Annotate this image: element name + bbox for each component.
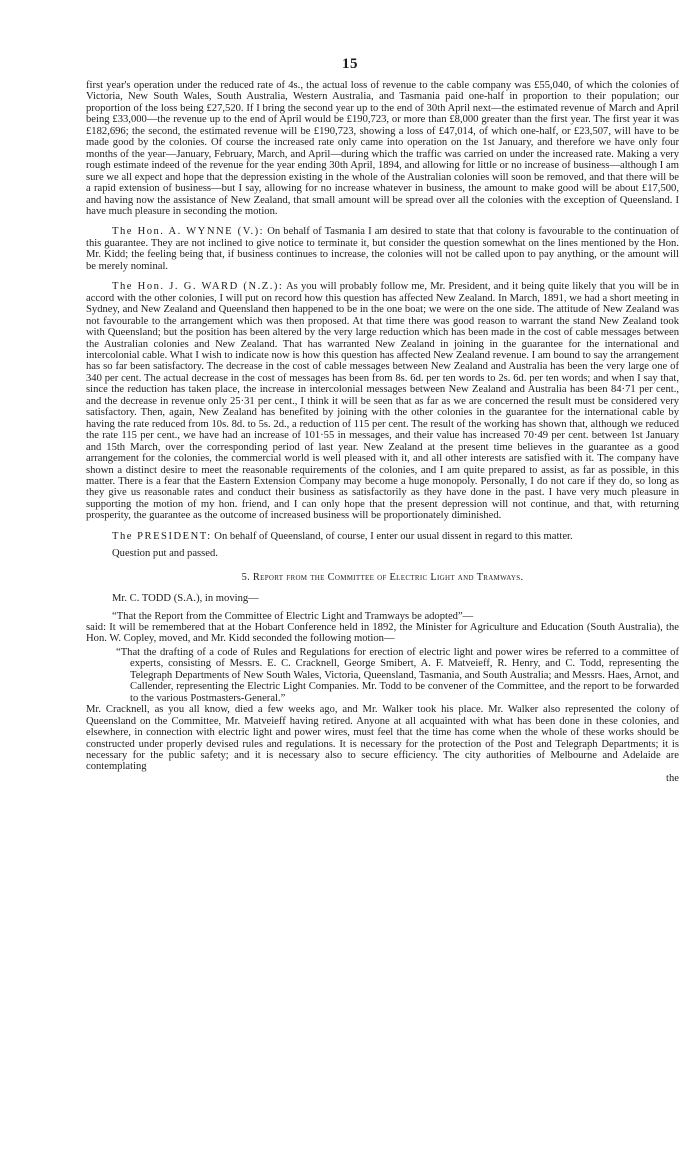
president-lead: On behalf of Queensland, of course, I enter our usual dissent in regard to xyxy=(214,530,523,542)
speaker-president: The PRESIDENT: xyxy=(112,530,212,542)
paragraph-cracknell: Mr. Cracknell, as you all know, died a few weeks ago, and Mr. Walker took his place. Mr. Walker also represented the colony of Queensland on the Committee, Mr. Matveieff having retired. Anyone at all acquainted with what has been done in these colonies, and elsewhere, in connection with electric light and power wires, must feel that the time has come when the whole of these works should be constructed under properly devised rules and regulations. It is necessary for the protection of the Post and Telegraph Departments; it is necessary for the public safety; and it is necessary also to secure efficiency. The city authorities of Melbourne and Adelaide are contemplating xyxy=(86,704,679,773)
catchword: the xyxy=(666,772,679,784)
ward-lead: As you will probably follow me, Mr. President, and it being xyxy=(285,281,545,293)
quote-report-adoption: “That the Report from the Committee of Electric Light and Tramways be adopted”— xyxy=(112,610,474,622)
paragraph-president xyxy=(86,531,679,542)
wynne-lead: On behalf of Tasmania I am desired to state that that colony is xyxy=(267,226,536,238)
ward-body: quite likely that you will be in accord with the other colonies, I will put on record how this question has affected New Zealand. In March, 1891, we had a short meeting in Sydney, and New Zealand and Queensland then happened to be in the one boat; we were on the one side. The attitude of New Zealand was not favourable to the arrangement which was then proposed. At that time there was good reason to warrant the stand New Zealand took with Queensland; but the position has been altered by the very large reduction which has been made in the cost of cable messages between the Australian colonies and New Zealand. That has warranted New Zealand in joining in the guarantee for the international and intercolonial cable. What I wish to indicate now is how this question has affected New Zealand revenue. I am bound to say the arrangement has so far been satisfactory. The decrease in the cost of cable messages between New Zealand and Australia has been the very large one of 340 per cent. The actual decrease in the cost of messages has been from 8s. 6d. per ten words to 2s. 6d. per ten words; and when I say that, since the reduction has taken place, the increase in intercolonial messages between New Zealand and Australia has been 84·71 per cent., and the decrease in revenue only 25·31 per cent., I think it will be seen that as far as we are concerned the result must be considered very satisfactory. Then, again, New Zealand has benefited by joining with the other colonies in the guarantee for the international cable by having the rate reduced from 10s. 8d. to 5s. 2d., a reduction of 115 per cent. The result of the working has shown that, although we reduced the rate 115 per cent., we have had an increase of 101·55 in messages, and their value has increased 70·49 per cent. between 1st January and 15th March, over the corresponding period of last year. New Zealand at the present time believes in the guarantee as a good arrangement for the colonies, the commercial world is well pleased with it, and all other interests are satisfied with it. The company have shown a distinct desire to meet the reasonable requirements of the colonies, and I am quite prepared to assist, as far as possible, in this matter. There is a fear that the Eastern Extension Company may become a huge monopoly. Personally, I do not care if they do, so long as they give us reasonable rates and conduct their business as satisfactorily as they have done in the past. I have very much pleasure in supporting the motion of my hon. friend, and I can only hope that the present depression will not continue, and that, with returning prosperity, the guarantee as the outcome of increased business will be proportionately diminished. xyxy=(86,281,680,522)
paragraph-todd: said: It will be remembered that at the Hobart Conference held in 1892, the Minister for Agriculture and Education (South Australia), the Hon. W. Copley, moved, and Mr. Kidd seconded the following motion— xyxy=(86,622,679,645)
wynne-body: favourable to the continuation of this guarantee. They are not inclined to give notice to terminate it, but consider the question somewhat on the lines mentioned by the Hon. Mr. Kidd; the feeling being that, if business continues to increase, the colonies will not be called upon to pay anything, or the amount will be merely nominal. xyxy=(86,226,680,272)
section-heading: 5. Report from the Committee of Electric Light and Tramways. xyxy=(241,571,524,583)
speaker-wynne: The Hon. A. WYNNE (V.): xyxy=(112,226,265,238)
speaker-todd: Mr. C. TODD (S.A.), in moving— xyxy=(112,593,259,605)
page-number: 15 xyxy=(342,56,358,72)
page-body xyxy=(86,80,679,784)
paragraph-ward xyxy=(86,281,679,522)
quote-hobart-motion: “That the drafting of a code of Rules and Regulations for erection of electric light and power wires be referred to a committee of experts, consisting of Messrs. E. C. Cracknell, George Smibert, A. F. Matveieff, R. Henry, and C. Todd, representing the Telegraph Departments of New South Wales, Victoria, Queensland, Tasmania, and South Australia; and Messrs. Haes, Arnot, and Callender, representing the Electric Light Companies. Mr. Todd to be convener of the Committee, and the report to be forwarded to the various Postmasters-General.” xyxy=(116,646,679,704)
paragraph-continuation: first year's operation under the reduced rate of 4s., the actual loss of revenue to the cable company was £55,040, of which the colonies of Victoria, New South Wales, South Australia, Western Australia, and Tasmania paid one-half in proportion to their population; our proportion of the loss being £27,520. If I bring the second year up to the end of 30th April next—the estimated revenue of March and April being £33,000—the revenue up to the end of April would be £190,723, or more than £8,000 greater than the first year. The first year it was £182,696; the second, the estimated revenue will be £190,723, showing a loss of £47,014, of which one-half, or £23,507, will have to be made good by the colonies. Of course the increased rate only came into operation on the 1st January, and therefore we have only four months of the year—January, February, March, and April—during which the traffic was carried on under the increased rate. Making a very rough estimate indeed of the revenue for the year ending 30th April, 1894, and allowing for little or no increase of business—although I am sure we all expect and hope that the depression existing in the whole of the Australian colonies will soon be removed, and that there will be a rapid extension of business—but I say, allowing for no increase whatever in business, the amount to make good will be about £17,500, and having now the assistance of New Zealand, that small amount will be spread over all the colonies with the exception of Queensland. I have much pleasure in seconding the motion. xyxy=(86,80,679,217)
speaker-ward: The Hon. J. G. WARD (N.Z.): xyxy=(112,281,284,293)
question-passed: Question put and passed. xyxy=(112,548,218,560)
paragraph-wynne xyxy=(86,226,679,272)
president-body: this matter. xyxy=(525,530,573,542)
